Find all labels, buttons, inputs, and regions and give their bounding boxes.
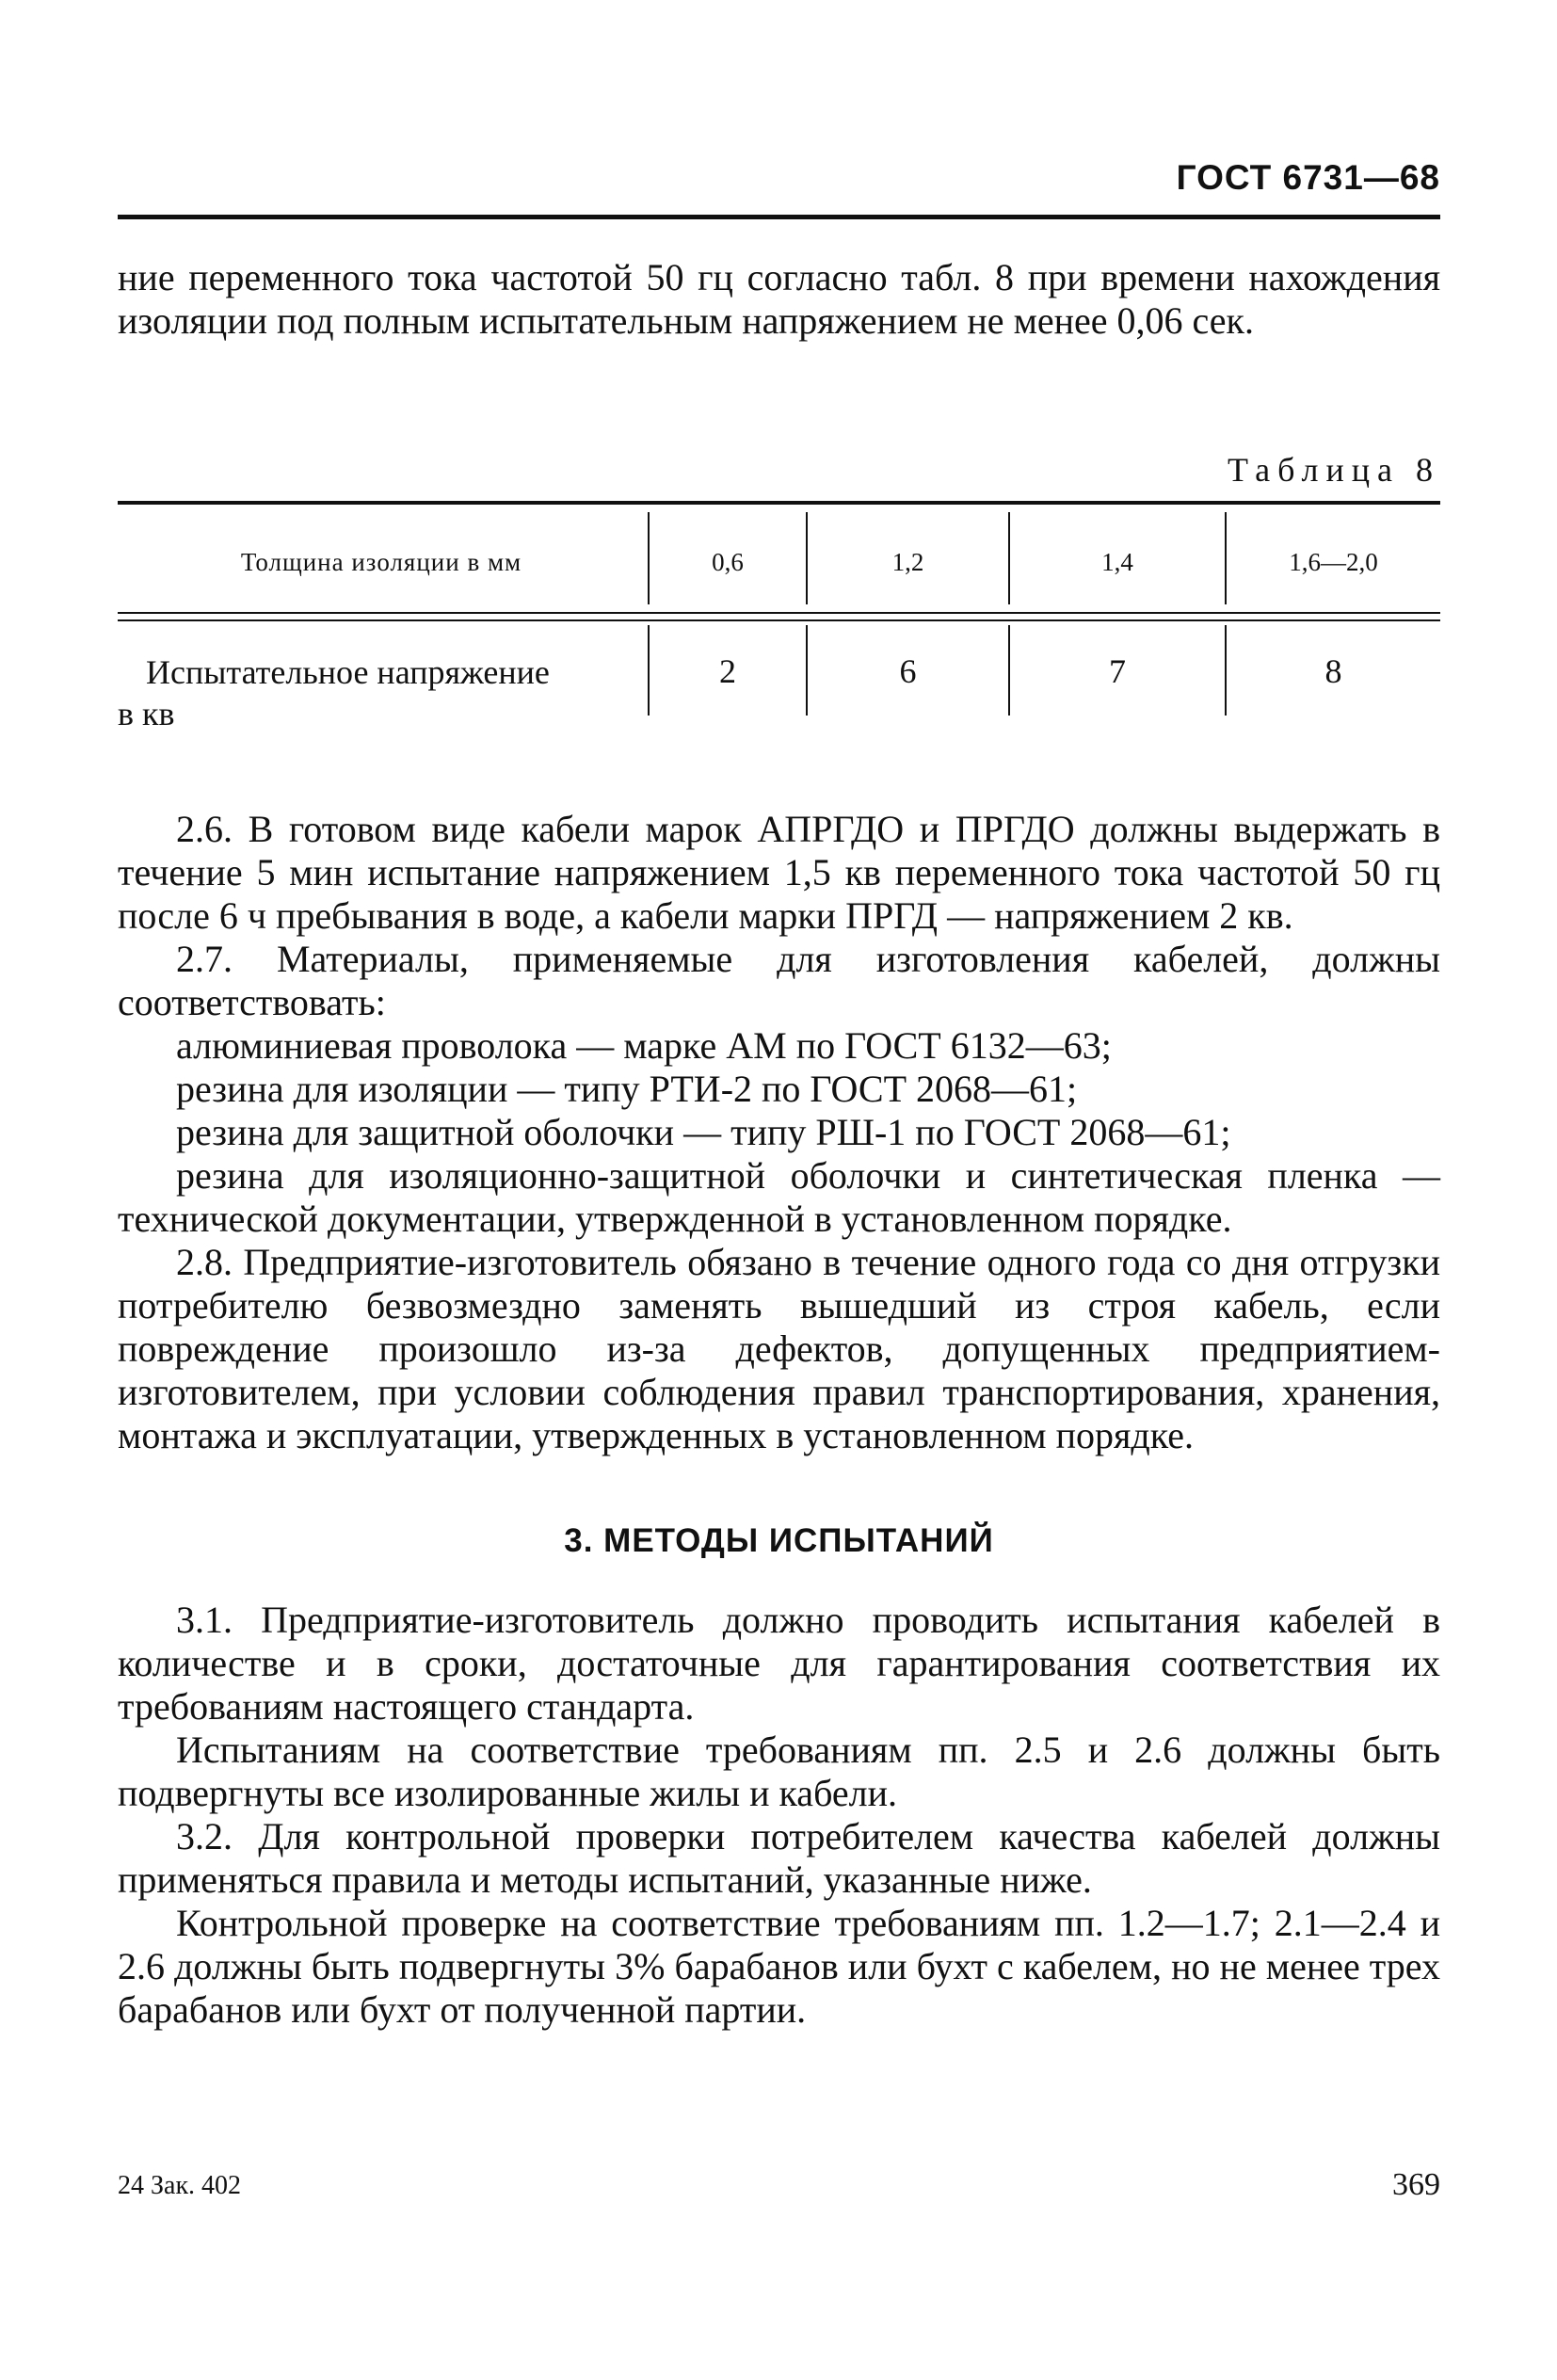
table-data-cell: 8	[1324, 652, 1342, 690]
table-data-cell: 6	[899, 652, 917, 690]
paragraph-3-2-continued: Контрольной проверке на соответствие требованиям пп. 1.2—1.7; 2.1—2.4 и 2.6 должны быть подвергнуты 3% барабанов или бухт с кабелем, но не менее трех барабанов или бухт от полученной партии.	[118, 1902, 1440, 2031]
table-header-rule	[118, 612, 1440, 614]
table-header-label: Толщина изоляции в мм	[240, 548, 522, 576]
table-header-cell: 1,6—2,0	[1289, 548, 1378, 576]
materials-item-last: резина для изоляционно-защитной оболочки и синтетическая пленка — технической документации, утвержденной в установленном порядке.	[118, 1154, 1440, 1240]
section-heading: 3. МЕТОДЫ ИСПЫТАНИЙ	[564, 1522, 994, 1559]
document-page	[118, 0, 1440, 2380]
paragraph-3-1-continued: Испытаниям на соответствие требованиям пп. 2.5 и 2.6 должны быть подвергнуты все изолированные жилы и кабели.	[118, 1729, 1440, 1814]
main-text	[118, 808, 1440, 2032]
intro-paragraph	[118, 256, 1440, 343]
header-rule	[118, 215, 1440, 219]
table-header-rule-double	[118, 619, 1440, 621]
page-number: 369	[1392, 2167, 1440, 2202]
paragraph-3-2: 3.2. Для контрольной проверки потребителем качества кабелей должны применяться правила и методы испытаний, указанные ниже.	[118, 1815, 1440, 1901]
table-title: Таблица 8	[1228, 451, 1440, 489]
paragraph-3-1: 3.1. Предприятие-изготовитель должно проводить испытания кабелей в количестве и в сроки, достаточные для гарантирования соответствия их требованиям настоящего стандарта.	[118, 1599, 1440, 1728]
table-row-label	[118, 651, 607, 734]
row-label-line1: Испытательное напряжение	[146, 653, 550, 691]
materials-item: алюминиевая проволока — марке АМ по ГОСТ 6132—63;	[176, 1024, 1112, 1067]
paragraph-2-8: 2.8. Предприятие-изготовитель обязано в течение одного года со дня отгрузки потребителю безвозмездно заменять вышедший из строя кабель, если повреждение произошло из-за дефектов, допущенных предприятием-изготовителем, при условии соблюдения правил транспортирования, хранения, монтажа и эксплуатации, утвержденных в установленном порядке.	[118, 1241, 1440, 1456]
table-data-cell: 2	[719, 652, 736, 690]
table-header-cell: 0,6	[712, 548, 744, 576]
materials-item: резина для защитной оболочки — типу РШ-1 по ГОСТ 2068—61;	[176, 1111, 1231, 1153]
intro-text: ние переменного тока частотой 50 гц согласно табл. 8 при времени нахождения изоляции под полным испытательным напряжением не менее 0,06 сек.	[118, 256, 1440, 342]
table-header-cell: 1,4	[1101, 548, 1133, 576]
paragraph-2-6: 2.6. В готовом виде кабели марок АПРГДО и ПРГДО должны выдержать в течение 5 мин испытание напряжением 1,5 кв переменного тока частотой 50 гц после 6 ч пребывания в воде, а кабели марки ПРГД — напряжением 2 кв.	[118, 808, 1440, 937]
data-table	[118, 501, 1440, 732]
page-header	[118, 151, 1440, 207]
table-header-cell: 1,2	[891, 548, 924, 576]
print-order-note: 24 Зак. 402	[118, 2171, 242, 2200]
row-label-line2: в кв	[118, 695, 175, 732]
table-top-rule	[118, 501, 1440, 505]
materials-item: резина для изоляции — типу РТИ-2 по ГОСТ 2068—61;	[176, 1068, 1078, 1110]
paragraph-2-7: 2.7. Материалы, применяемые для изготовления кабелей, должны соответствовать:	[118, 938, 1440, 1023]
standard-code: ГОСТ 6731—68	[1176, 158, 1440, 197]
table-data-cell: 7	[1109, 652, 1126, 690]
